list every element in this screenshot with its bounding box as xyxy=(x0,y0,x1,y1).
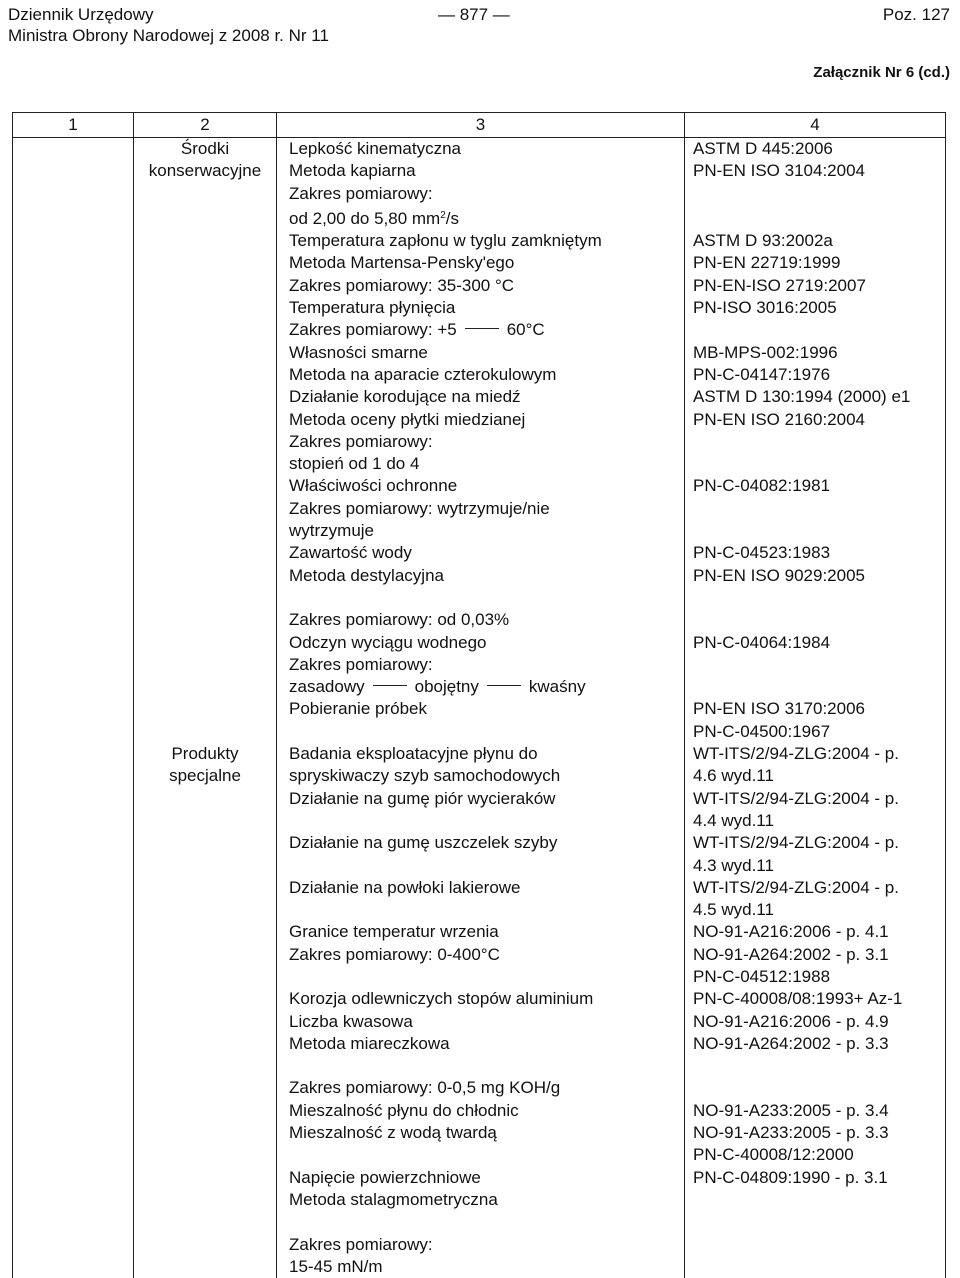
standard-line: PN-C-04500:1967 xyxy=(693,721,945,743)
annex-label: Załącznik Nr 6 (cd.) xyxy=(813,64,950,81)
blank-line xyxy=(289,1055,684,1077)
standard-line: 4.5 wyd.11 xyxy=(693,899,945,921)
table-row xyxy=(13,743,946,788)
test-line: Zawartość wody xyxy=(289,542,684,564)
test-cell xyxy=(277,342,685,387)
test-line: Zakres pomiarowy: xyxy=(289,431,684,453)
test-line: Zakres pomiarowy: 35-300 °C xyxy=(289,275,684,297)
test-cell xyxy=(277,743,685,788)
test-line: Metoda na aparacie czterokulowym xyxy=(289,364,684,386)
ministry-title: Ministra Obrony Narodowej z 2008 r. Nr 11 xyxy=(8,25,329,46)
unit-text: /s xyxy=(446,209,459,228)
test-line: Działanie na gumę uszczelek szyby xyxy=(289,832,684,854)
dash xyxy=(487,685,521,686)
journal-title: Dziennik Urzędowy xyxy=(8,4,329,25)
standards-table xyxy=(12,112,946,1278)
standard-line: PN-C-04523:1983 xyxy=(693,542,945,564)
standard-line: PN-C-04082:1981 xyxy=(693,475,945,497)
test-cell xyxy=(277,138,685,231)
test-cell xyxy=(277,1100,685,1122)
dash xyxy=(373,685,407,686)
test-line: Mieszalność płynu do chłodnic xyxy=(289,1100,684,1122)
test-cell xyxy=(277,788,685,833)
standard-cell xyxy=(685,475,946,542)
table-header-row xyxy=(13,113,946,138)
standard-line: NO-91-A264:2002 - p. 3.1 xyxy=(693,944,945,966)
category-label: specjalne xyxy=(134,765,276,787)
standard-line: PN-C-04809:1990 - p. 3.1 xyxy=(693,1167,945,1189)
range-text: od 2,00 do 5,80 mm xyxy=(289,209,440,228)
test-line: Działanie na powłoki lakierowe xyxy=(289,877,684,899)
header-left xyxy=(8,4,329,46)
test-line: Zakres pomiarowy: xyxy=(289,654,684,676)
standard-cell xyxy=(685,877,946,922)
standard-line: PN-C-40008/12:2000 xyxy=(693,1144,945,1166)
standard-line: NO-91-A216:2006 - p. 4.9 xyxy=(693,1011,945,1033)
column-header-4: 4 xyxy=(685,113,946,138)
standard-line: ASTM D 93:2002a xyxy=(693,230,945,252)
standard-cell xyxy=(685,230,946,297)
standard-line: PN-EN 22719:1999 xyxy=(693,252,945,274)
column-header-1: 1 xyxy=(13,113,134,138)
scale-value: obojętny xyxy=(415,677,479,696)
standard-line: WT-ITS/2/94-ZLG:2004 - p. xyxy=(693,877,945,899)
range-text: 60°C xyxy=(507,320,545,339)
standard-cell xyxy=(685,788,946,833)
blank-line xyxy=(289,1211,684,1233)
standard-cell xyxy=(685,632,946,699)
test-cell xyxy=(277,1167,685,1278)
standard-line: PN-ISO 3016:2005 xyxy=(693,297,945,319)
test-line: Metoda oceny płytki miedzianej xyxy=(289,409,684,431)
standard-cell xyxy=(685,1100,946,1122)
standard-cell xyxy=(685,1011,946,1100)
test-line: Zakres pomiarowy: od 0,03% xyxy=(289,609,684,631)
standard-cell xyxy=(685,743,946,788)
category-label: Produkty xyxy=(134,743,276,765)
test-cell xyxy=(277,297,685,342)
test-line: Mieszalność z wodą twardą xyxy=(289,1122,684,1144)
standard-cell xyxy=(685,386,946,475)
category-cell xyxy=(134,743,277,1278)
standard-line: PN-EN-ISO 2719:2007 xyxy=(693,275,945,297)
test-line: spryskiwaczy szyb samochodowych xyxy=(289,765,684,787)
standard-line: WT-ITS/2/94-ZLG:2004 - p. xyxy=(693,832,945,854)
test-line: Temperatura płynięcia xyxy=(289,297,684,319)
position-number: Poz. 127 xyxy=(883,4,950,25)
standard-line: NO-91-A233:2005 - p. 3.4 xyxy=(693,1100,945,1122)
test-line: Odczyn wyciągu wodnego xyxy=(289,632,684,654)
standard-line: PN-EN ISO 2160:2004 xyxy=(693,409,945,431)
scale-value: zasadowy xyxy=(289,677,365,696)
standard-cell xyxy=(685,138,946,231)
test-line: Metoda stalagmometryczna xyxy=(289,1189,684,1211)
standard-line: WT-ITS/2/94-ZLG:2004 - p. xyxy=(693,788,945,810)
test-cell xyxy=(277,230,685,297)
standard-cell xyxy=(685,342,946,387)
dash xyxy=(465,328,499,329)
test-line: Działanie korodujące na miedź xyxy=(289,386,684,408)
test-line: Liczba kwasowa xyxy=(289,1011,684,1033)
table-row xyxy=(13,138,946,231)
standard-line: 4.4 wyd.11 xyxy=(693,810,945,832)
test-line xyxy=(289,676,684,698)
test-cell xyxy=(277,832,685,877)
test-cell xyxy=(277,988,685,1010)
standard-line: ASTM D 130:1994 (2000) e1 xyxy=(693,386,945,408)
test-line: Napięcie powierzchniowe xyxy=(289,1167,684,1189)
test-line: Zakres pomiarowy: wytrzymuje/nie xyxy=(289,498,684,520)
page-number: — 877 — xyxy=(438,4,510,25)
standard-cell xyxy=(685,988,946,1010)
test-line: Badania eksploatacyjne płynu do xyxy=(289,743,684,765)
standard-cell xyxy=(685,1167,946,1278)
test-line: Korozja odlewniczych stopów aluminium xyxy=(289,988,684,1010)
standard-cell xyxy=(685,921,946,988)
standard-line: PN-EN ISO 3104:2004 xyxy=(693,160,945,182)
column-header-3: 3 xyxy=(277,113,685,138)
standard-line: MB-MPS-002:1996 xyxy=(693,342,945,364)
standard-line: WT-ITS/2/94-ZLG:2004 - p. xyxy=(693,743,945,765)
test-cell xyxy=(277,1011,685,1100)
standard-cell xyxy=(685,542,946,631)
test-cell xyxy=(277,475,685,542)
test-line: Pobieranie próbek xyxy=(289,698,684,720)
test-line: Zakres pomiarowy: 0-0,5 mg KOH/g xyxy=(289,1077,684,1099)
range-text: Zakres pomiarowy: +5 xyxy=(289,320,457,339)
test-line xyxy=(289,319,684,341)
test-cell xyxy=(277,877,685,922)
standard-cell xyxy=(685,1122,946,1167)
test-line: Metoda kapiarna xyxy=(289,160,684,182)
standard-line: PN-C-04512:1988 xyxy=(693,966,945,988)
test-cell xyxy=(277,632,685,699)
standard-line: PN-EN ISO 3170:2006 xyxy=(693,698,945,720)
test-line: Zakres pomiarowy: 0-400°C xyxy=(289,944,684,966)
test-line: Właściwości ochronne xyxy=(289,475,684,497)
standard-cell xyxy=(685,297,946,342)
superscript: 2 xyxy=(440,210,446,221)
category-label: Środki xyxy=(134,138,276,160)
category-label: konserwacyjne xyxy=(134,160,276,182)
test-cell xyxy=(277,542,685,631)
standard-line: PN-C-04147:1976 xyxy=(693,364,945,386)
standard-line: PN-C-40008/08:1993+ Az-1 xyxy=(693,988,945,1010)
test-line: stopień od 1 do 4 xyxy=(289,453,684,475)
test-line: Temperatura zapłonu w tyglu zamkniętym xyxy=(289,230,684,252)
test-cell xyxy=(277,921,685,988)
test-line: Własności smarne xyxy=(289,342,684,364)
test-cell xyxy=(277,386,685,475)
column-header-2: 2 xyxy=(134,113,277,138)
standard-line: NO-91-A233:2005 - p. 3.3 xyxy=(693,1122,945,1144)
test-line: 15-45 mN/m xyxy=(289,1256,684,1278)
test-cell xyxy=(277,698,685,743)
test-line: Zakres pomiarowy: xyxy=(289,183,684,205)
test-line: Metoda miareczkowa xyxy=(289,1033,684,1055)
standard-line: ASTM D 445:2006 xyxy=(693,138,945,160)
test-line xyxy=(289,205,684,230)
standard-line: NO-91-A264:2002 - p. 3.3 xyxy=(693,1033,945,1055)
test-line: Zakres pomiarowy: xyxy=(289,1234,684,1256)
test-cell xyxy=(277,1122,685,1167)
test-line: Granice temperatur wrzenia xyxy=(289,921,684,943)
standard-line: NO-91-A216:2006 - p. 4.1 xyxy=(693,921,945,943)
standard-line: 4.6 wyd.11 xyxy=(693,765,945,787)
blank-line xyxy=(289,587,684,609)
category-cell xyxy=(134,138,277,744)
standard-cell xyxy=(685,698,946,743)
test-line: Metoda Martensa-Pensky'ego xyxy=(289,252,684,274)
standard-line: 4.3 wyd.11 xyxy=(693,855,945,877)
test-line: wytrzymuje xyxy=(289,520,684,542)
standard-line: PN-C-04064:1984 xyxy=(693,632,945,654)
test-line: Metoda destylacyjna xyxy=(289,565,684,587)
standard-line: PN-EN ISO 9029:2005 xyxy=(693,565,945,587)
test-line: Działanie na gumę piór wycieraków xyxy=(289,788,684,810)
standard-cell xyxy=(685,832,946,877)
column-1-cell xyxy=(13,138,134,1278)
test-line: Lepkość kinematyczna xyxy=(289,138,684,160)
scale-value: kwaśny xyxy=(529,677,586,696)
